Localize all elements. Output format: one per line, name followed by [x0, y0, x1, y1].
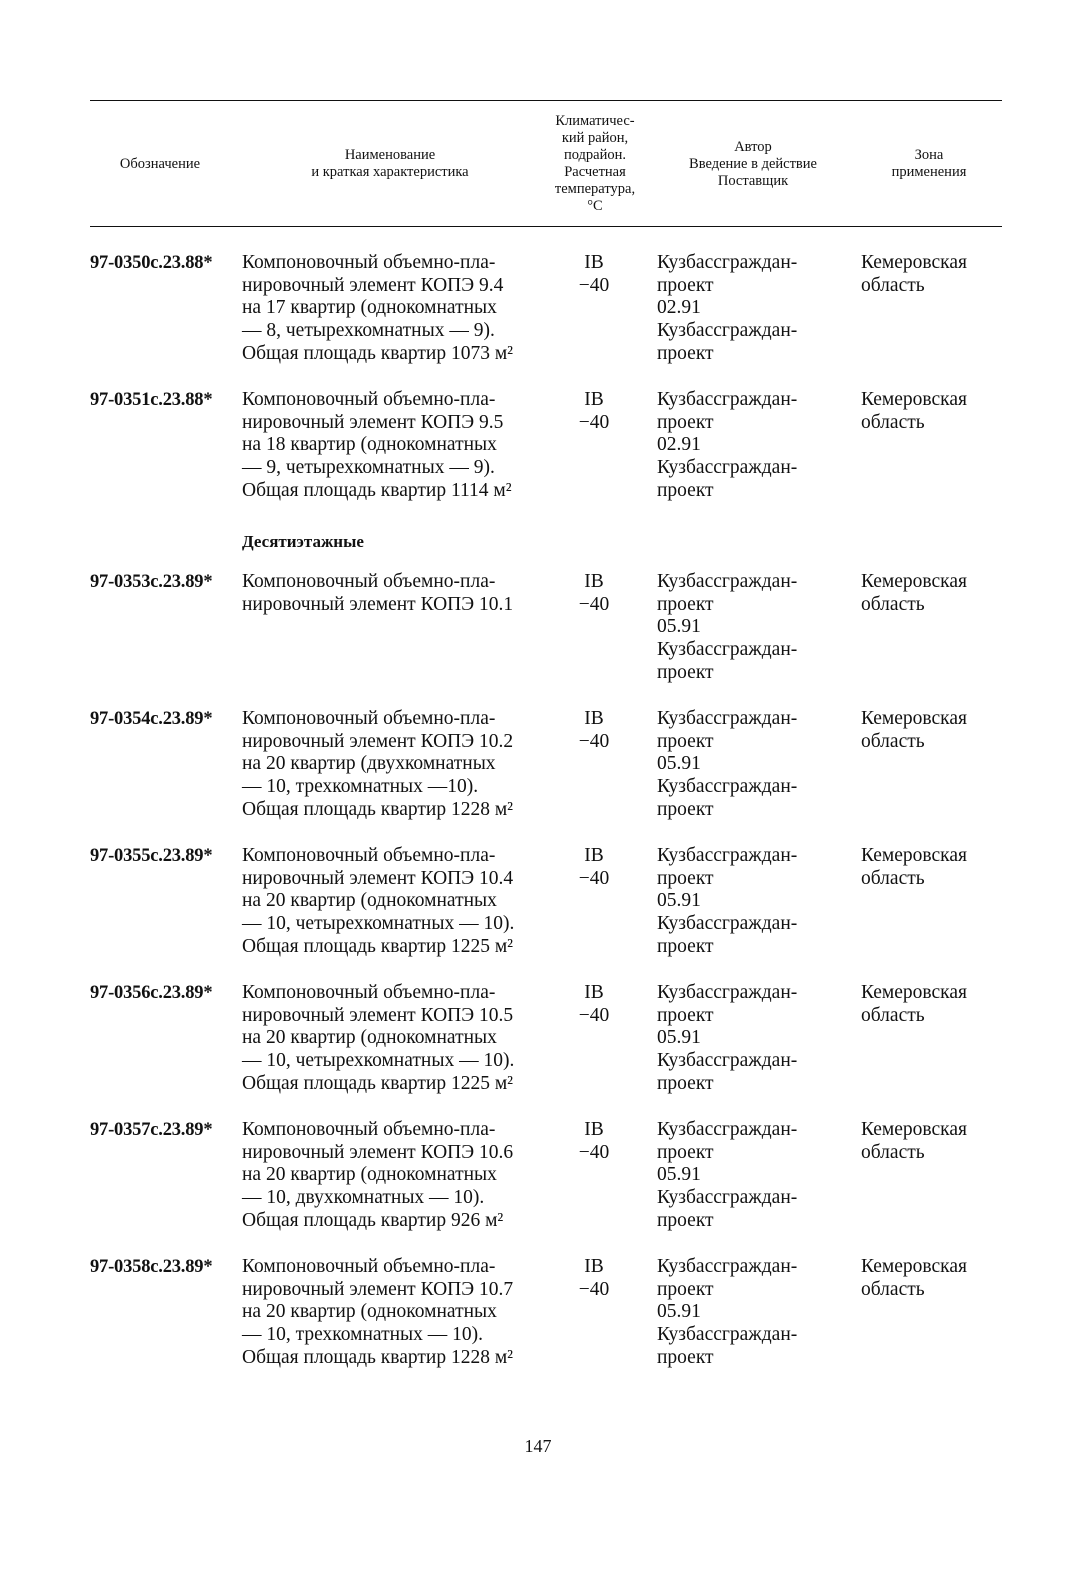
entry-zone: Кемеровская область [861, 389, 967, 433]
entry-climate: IB −40 [578, 845, 610, 889]
entry-zone: Кемеровская область [861, 708, 967, 752]
entry-name: Компоновочный объемно-пла- нировочный элемент КОПЭ 10.5 на 20 квартир (однокомнатных — 10, четырехкомнатных — 10). Общая площадь квартир 1225 м² [242, 982, 515, 1094]
entry-author: Кузбассграждан- проект 05.91 Кузбассграждан- проект [657, 845, 798, 957]
section-subheading: Десятиэтажные [242, 532, 364, 551]
column-header-climate: Климатичес- кий район, подрайон. Расчетная температура, °С [554, 113, 636, 214]
entry-code: 97-0351с.23.88* [90, 390, 213, 410]
entry-climate: IB −40 [578, 982, 610, 1026]
entry-name: Компоновочный объемно-пла- нировочный элемент КОПЭ 10.4 на 20 квартир (однокомнатных — 10, четырехкомнатных — 10). Общая площадь квартир 1225 м² [242, 845, 515, 957]
entry-code: 97-0354с.23.89* [90, 709, 213, 729]
entry-author: Кузбассграждан- проект 05.91 Кузбассграждан- проект [657, 571, 798, 683]
entry-author: Кузбассграждан- проект 02.91 Кузбассграждан- проект [657, 252, 798, 364]
entry-author: Кузбассграждан- проект 05.91 Кузбассграждан- проект [657, 708, 798, 820]
entry-climate: IB −40 [578, 1119, 610, 1163]
column-header-zone: Зона применения [891, 147, 967, 180]
entry-code: 97-0356с.23.89* [90, 983, 213, 1003]
entry-author: Кузбассграждан- проект 02.91 Кузбассграждан- проект [657, 389, 798, 501]
entry-name: Компоновочный объемно-пла- нировочный элемент КОПЭ 10.7 на 20 квартир (однокомнатных — 10, трехкомнатных — 10). Общая площадь квартир 1228 м² [242, 1256, 514, 1368]
entry-name: Компоновочный объемно-пла- нировочный элемент КОПЭ 9.4 на 17 квартир (однокомнатных — 8, четырехкомнатных — 9). Общая площадь квартир 1073 м² [242, 252, 514, 364]
column-header-designation: Обозначение [119, 155, 201, 172]
header-top-rule [90, 100, 1002, 101]
entry-code: 97-0357с.23.89* [90, 1120, 213, 1140]
column-header-name: Наименование и краткая характеристика [311, 147, 469, 180]
entry-zone: Кемеровская область [861, 845, 967, 889]
entry-zone: Кемеровская область [861, 982, 967, 1026]
entry-zone: Кемеровская область [861, 571, 967, 615]
entry-name: Компоновочный объемно-пла- нировочный элемент КОПЭ 10.1 [242, 571, 514, 615]
entry-climate: IB −40 [578, 252, 610, 296]
entry-climate: IB −40 [578, 708, 610, 752]
entry-author: Кузбассграждан- проект 05.91 Кузбассграждан- проект [657, 982, 798, 1094]
entry-zone: Кемеровская область [861, 1256, 967, 1300]
entry-name: Компоновочный объемно-пла- нировочный элемент КОПЭ 9.5 на 18 квартир (однокомнатных — 9, четырехкомнатных — 9). Общая площадь квартир 1114 м² [242, 389, 512, 501]
entry-climate: IB −40 [578, 1256, 610, 1300]
entry-name: Компоновочный объемно-пла- нировочный элемент КОПЭ 10.2 на 20 квартир (двухкомнатных — 10, трехкомнатных —10). Общая площадь квартир 1228 м² [242, 708, 514, 820]
entry-code: 97-0355с.23.89* [90, 846, 213, 866]
header-bottom-rule [90, 226, 1002, 227]
entry-name: Компоновочный объемно-пла- нировочный элемент КОПЭ 10.6 на 20 квартир (однокомнатных — 10, двухкомнатных — 10). Общая площадь квартир 926 м² [242, 1119, 514, 1231]
column-header-author: Автор Введение в действие Поставщик [689, 138, 817, 189]
entry-author: Кузбассграждан- проект 05.91 Кузбассграждан- проект [657, 1119, 798, 1231]
entry-code: 97-0358с.23.89* [90, 1257, 213, 1277]
entry-climate: IB −40 [578, 389, 610, 433]
entry-zone: Кемеровская область [861, 252, 967, 296]
page-number: 147 [524, 1436, 552, 1456]
entry-climate: IB −40 [578, 571, 610, 615]
entry-code: 97-0353с.23.89* [90, 572, 213, 592]
entry-code: 97-0350с.23.88* [90, 253, 213, 273]
entry-author: Кузбассграждан- проект 05.91 Кузбассграждан- проект [657, 1256, 798, 1368]
entry-zone: Кемеровская область [861, 1119, 967, 1163]
